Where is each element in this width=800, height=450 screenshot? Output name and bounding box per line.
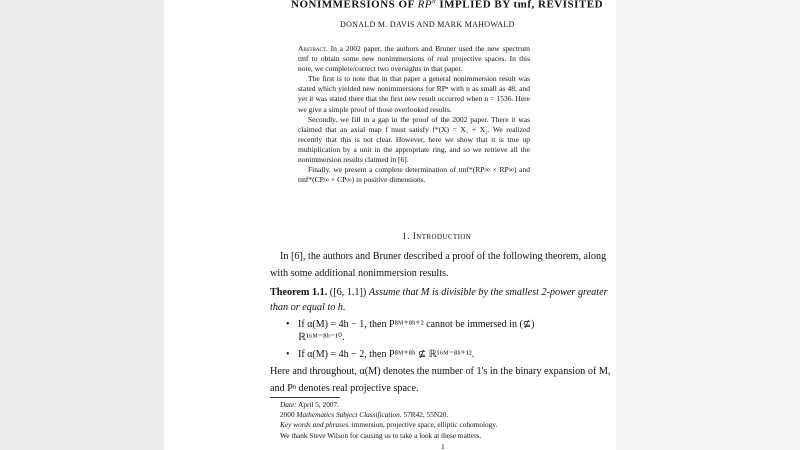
footnotes: Date: April 5, 2007. 2000 Mathematics Subject Classification. 57R42, 55N20. Key words and phrases. immersion, projective space, elliptic cohomology. We thank Steve Wilson for causing us to take a look at these matters. bbox=[280, 400, 498, 440]
page-number: 1 bbox=[441, 442, 445, 450]
paper-authors: DONALD M. DAVIS AND MARK MAHOWALD bbox=[340, 20, 515, 29]
right-margin bbox=[616, 0, 800, 450]
footnote-rule bbox=[270, 397, 340, 398]
abstract-p3: Secondly, we fill in a gap in the proof of the 2002 paper. There it was claimed that an axial map f must satisfy f*(X) = X₁ + X₂. We realized recently that this is not clear. However, here we show that it is true up multiplication by a unit in the appropriate ring, and so we retrieve all the nonimmersion results claimed in [6]. bbox=[298, 114, 530, 165]
theorem-bullets bbox=[286, 318, 616, 365]
theorem-citation: ([6, 1.1]) bbox=[329, 287, 367, 298]
abstract-label: Abstract. bbox=[298, 44, 328, 53]
theorem-1-1: Theorem 1.1. ([6, 1.1]) Assume that M is divisible by the smallest 2-power greater than or equal to h. bbox=[270, 287, 608, 313]
abstract-p1: In a 2002 paper, the authors and Bruner used the new spectrum tmf to obtain some new nonimmersions of real projective spaces. In this note, we complete/correct two oversights in that paper. bbox=[298, 44, 531, 74]
notation-paragraph: Here and throughout, α(M) denotes the number of 1's in the binary expansion of M, and Pⁿ denotes real projective space. bbox=[270, 366, 611, 394]
list-item: • If α(M) = 4h − 1, then P⁸ᴹ⁺⁸ʰ⁺² cannot be immersed in (⊈) ℝ¹⁶ᴹ⁻⁸ʰ⁻¹⁰. bbox=[286, 318, 616, 344]
list-item: • If α(M) = 4h − 2, then P⁸ᴹ⁺⁸ʰ ⊈ ℝ¹⁶ᴹ⁻⁸ʰ⁺¹². bbox=[286, 348, 616, 361]
abstract bbox=[298, 44, 530, 185]
intro-paragraph: In [6], the authors and Bruner described a proof of the following theorem, along with some additional nonimmersion results. bbox=[270, 251, 607, 279]
abstract-p2: The first is to note that in that paper a general nonimmersion result was stated which yielded new nonimmersions for RPⁿ with n as small as 48, and yet it was stated there that the first new result occurred when n = 1536. Here we give a simple proof of those overlooked results. bbox=[298, 74, 530, 114]
abstract-p4: Finally, we present a complete determination of tmf*(RP∞ × RP∞) and tmf*(CP∞ × CP∞) in positive dimensions. bbox=[298, 165, 530, 185]
theorem-label: Theorem 1.1. bbox=[270, 287, 328, 298]
theorem-statement: Assume that M is divisible by the smallest 2-power greater bbox=[368, 287, 608, 298]
paper-title: NONIMMERSIONS OF $RP^n$ IMPLIED BY tmf, REVISITED bbox=[291, 0, 604, 11]
section-heading: 1. Introduction bbox=[402, 232, 472, 242]
paper-page bbox=[164, 0, 616, 450]
